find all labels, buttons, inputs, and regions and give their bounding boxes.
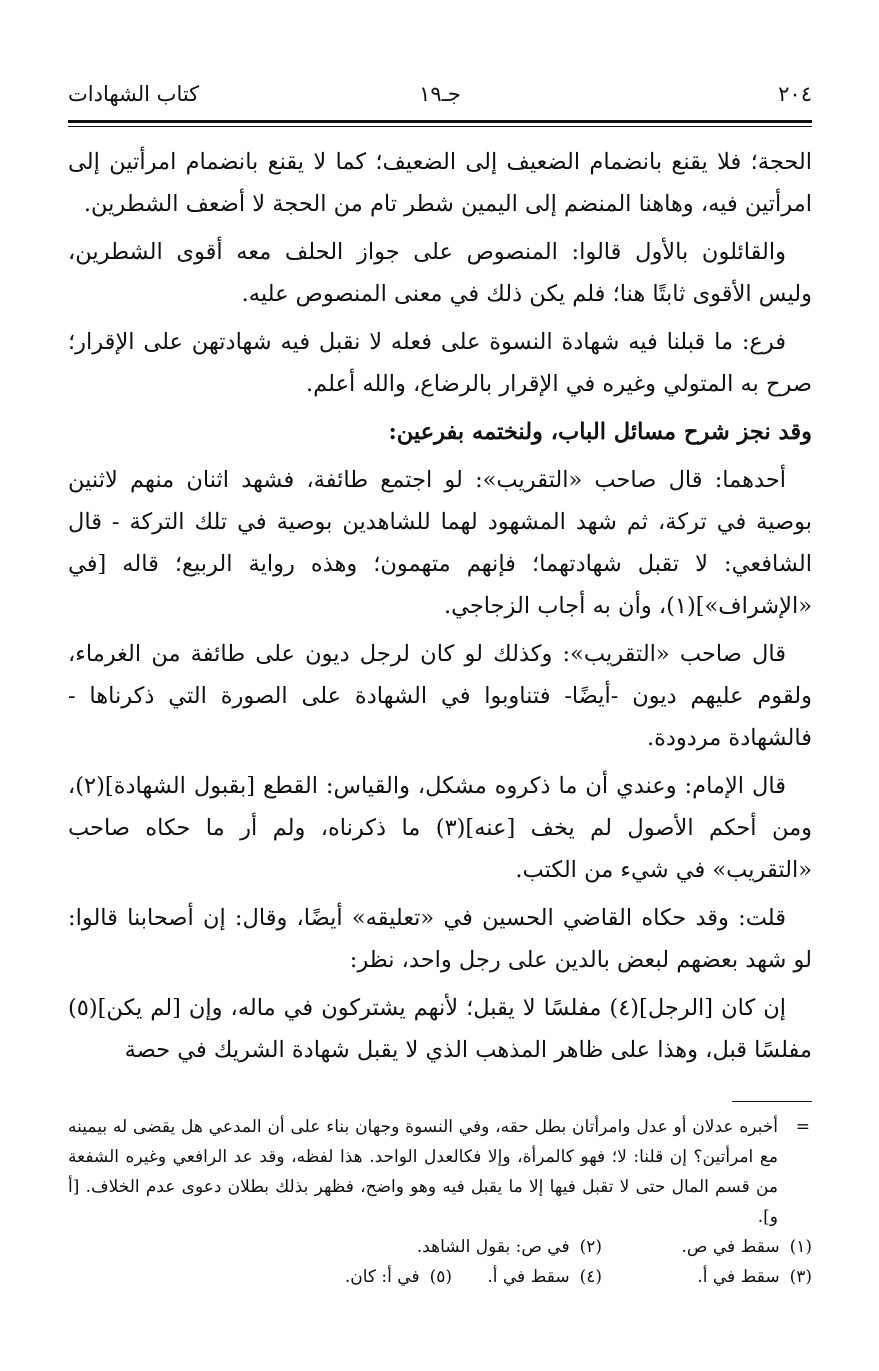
footnote-row xyxy=(68,1262,812,1292)
footnote-text: سقط في ص. xyxy=(681,1237,780,1257)
footnotes xyxy=(68,1112,812,1292)
footnote-item xyxy=(392,1232,602,1262)
footnote-number: (٤) xyxy=(579,1267,602,1287)
footnote-text: سقط في أ. xyxy=(697,1267,780,1287)
paragraph: أحدهما: قال صاحب «التقريب»: لو اجتمع طائفة، فشهد اثنان منهم لاثنين بوصية في تركة، ثم شهد المشهود لهما للشاهدين بوصية في تلك التركة - قال الشافعي: لا تقبل شهادتهما؛ فإنهم متهمون؛ وهذه رواية الربيع؛ قاله [في «الإشراف»](١)، وأن به أجاب الزجاجي. xyxy=(68,467,812,619)
footnote-item xyxy=(602,1232,812,1262)
running-header xyxy=(68,82,812,118)
page-number: ٢٠٤ xyxy=(778,82,812,106)
paragraph: الحجة؛ فلا يقنع بانضمام الضعيف إلى الضعيف؛ كما لا يقنع بانضمام امرأتين إلى امرأتين فيه، وهاهنا المنضم إلى اليمين شطر تام من الحجة لا أضعف الشطرين. xyxy=(68,149,812,217)
footnote-item xyxy=(452,1262,602,1292)
footnote-number: (٥) xyxy=(429,1267,452,1287)
footnote-item xyxy=(602,1262,812,1292)
paragraph: قال صاحب «التقريب»: وكذلك لو كان لرجل ديون على طائفة من الغرماء، ولقوم عليهم ديون -أيضًا- فتناوبوا في الشهادة على الصورة التي ذكرناها - فالشهادة مردودة. xyxy=(68,641,812,751)
header-rule-thick xyxy=(68,120,812,123)
footnote-continuation-text: أخبره عدلان أو عدل وامرأتان بطل حقه، وفي النسوة وجهان بناء على أن المدعي هل يقضى له بيمينه مع امرأتين؟ إن قلنا: لا؛ فهو كالمرأة، وإلا فكالعدل الواحد. هذا لفظه، وقد عد الرافعي وغيره الشفعة من قسم المال حتى لا تقبل فيها إلا ما يقبل فيه وهو واضح، فظهر بذلك بطلان دعوى عدم الخلاف. [أ و]. xyxy=(68,1117,779,1227)
paragraph: قلت: وقد حكاه القاضي الحسين في «تعليقه» أيضًا، وقال: إن أصحابنا قالوا: لو شهد بعضهم لبعض بالدين على رجل واحد، نظر: xyxy=(68,905,812,973)
document-page xyxy=(68,82,812,1292)
footnote-text: في أ: كان. xyxy=(344,1267,420,1287)
paragraph: فرع: ما قبلنا فيه شهادة النسوة على فعله لا نقبل فيه شهادتهن على الإقرار؛ صرح به المتولي وغيره في الإقرار بالرضاع، والله أعلم. xyxy=(68,329,812,397)
book-title: كتاب الشهادات xyxy=(68,82,200,106)
footnote-number: (٣) xyxy=(789,1267,812,1287)
footnote-number: (١) xyxy=(789,1237,812,1257)
footnote-text: سقط في أ. xyxy=(487,1267,570,1287)
footnote-text: في ص: بقول الشاهد. xyxy=(416,1237,570,1257)
paragraph: إن كان [الرجل](٤) مفلسًا لا يقبل؛ لأنهم يشتركون في ماله، وإن [لم يكن](٥) مفلسًا قبل، وهذا على ظاهر المذهب الذي لا يقبل شهادة الشريك في حصة xyxy=(68,995,812,1063)
main-text xyxy=(68,141,812,1071)
header-rule-thin xyxy=(68,126,812,127)
paragraph: قال الإمام: وعندي أن ما ذكروه مشكل، والقياس: القطع [بقبول الشهادة](٢)، ومن أحكم الأصول لم يخف [عنه](٣) ما ذكرناه، ولم أر ما حكاه صاحب «التقريب» في شيء من الكتب. xyxy=(68,773,813,883)
continuation-marker: = xyxy=(795,1117,810,1137)
paragraph: والقائلون بالأول قالوا: المنصوص على جواز الحلف معه أقوى الشطرين، وليس الأقوى ثابتًا هنا؛ فلم يكن ذلك في معنى المنصوص عليه. xyxy=(68,239,812,307)
footnote-item xyxy=(242,1262,452,1292)
footnote-separator xyxy=(732,1101,812,1102)
footnote-number: (٢) xyxy=(579,1237,602,1257)
footnote-continuation xyxy=(68,1112,812,1232)
footnote-row xyxy=(68,1232,812,1262)
volume-number: جـ١٩ xyxy=(419,82,461,106)
section-lead: وقد نجز شرح مسائل الباب، ولنختمه بفرعين: xyxy=(388,419,812,445)
